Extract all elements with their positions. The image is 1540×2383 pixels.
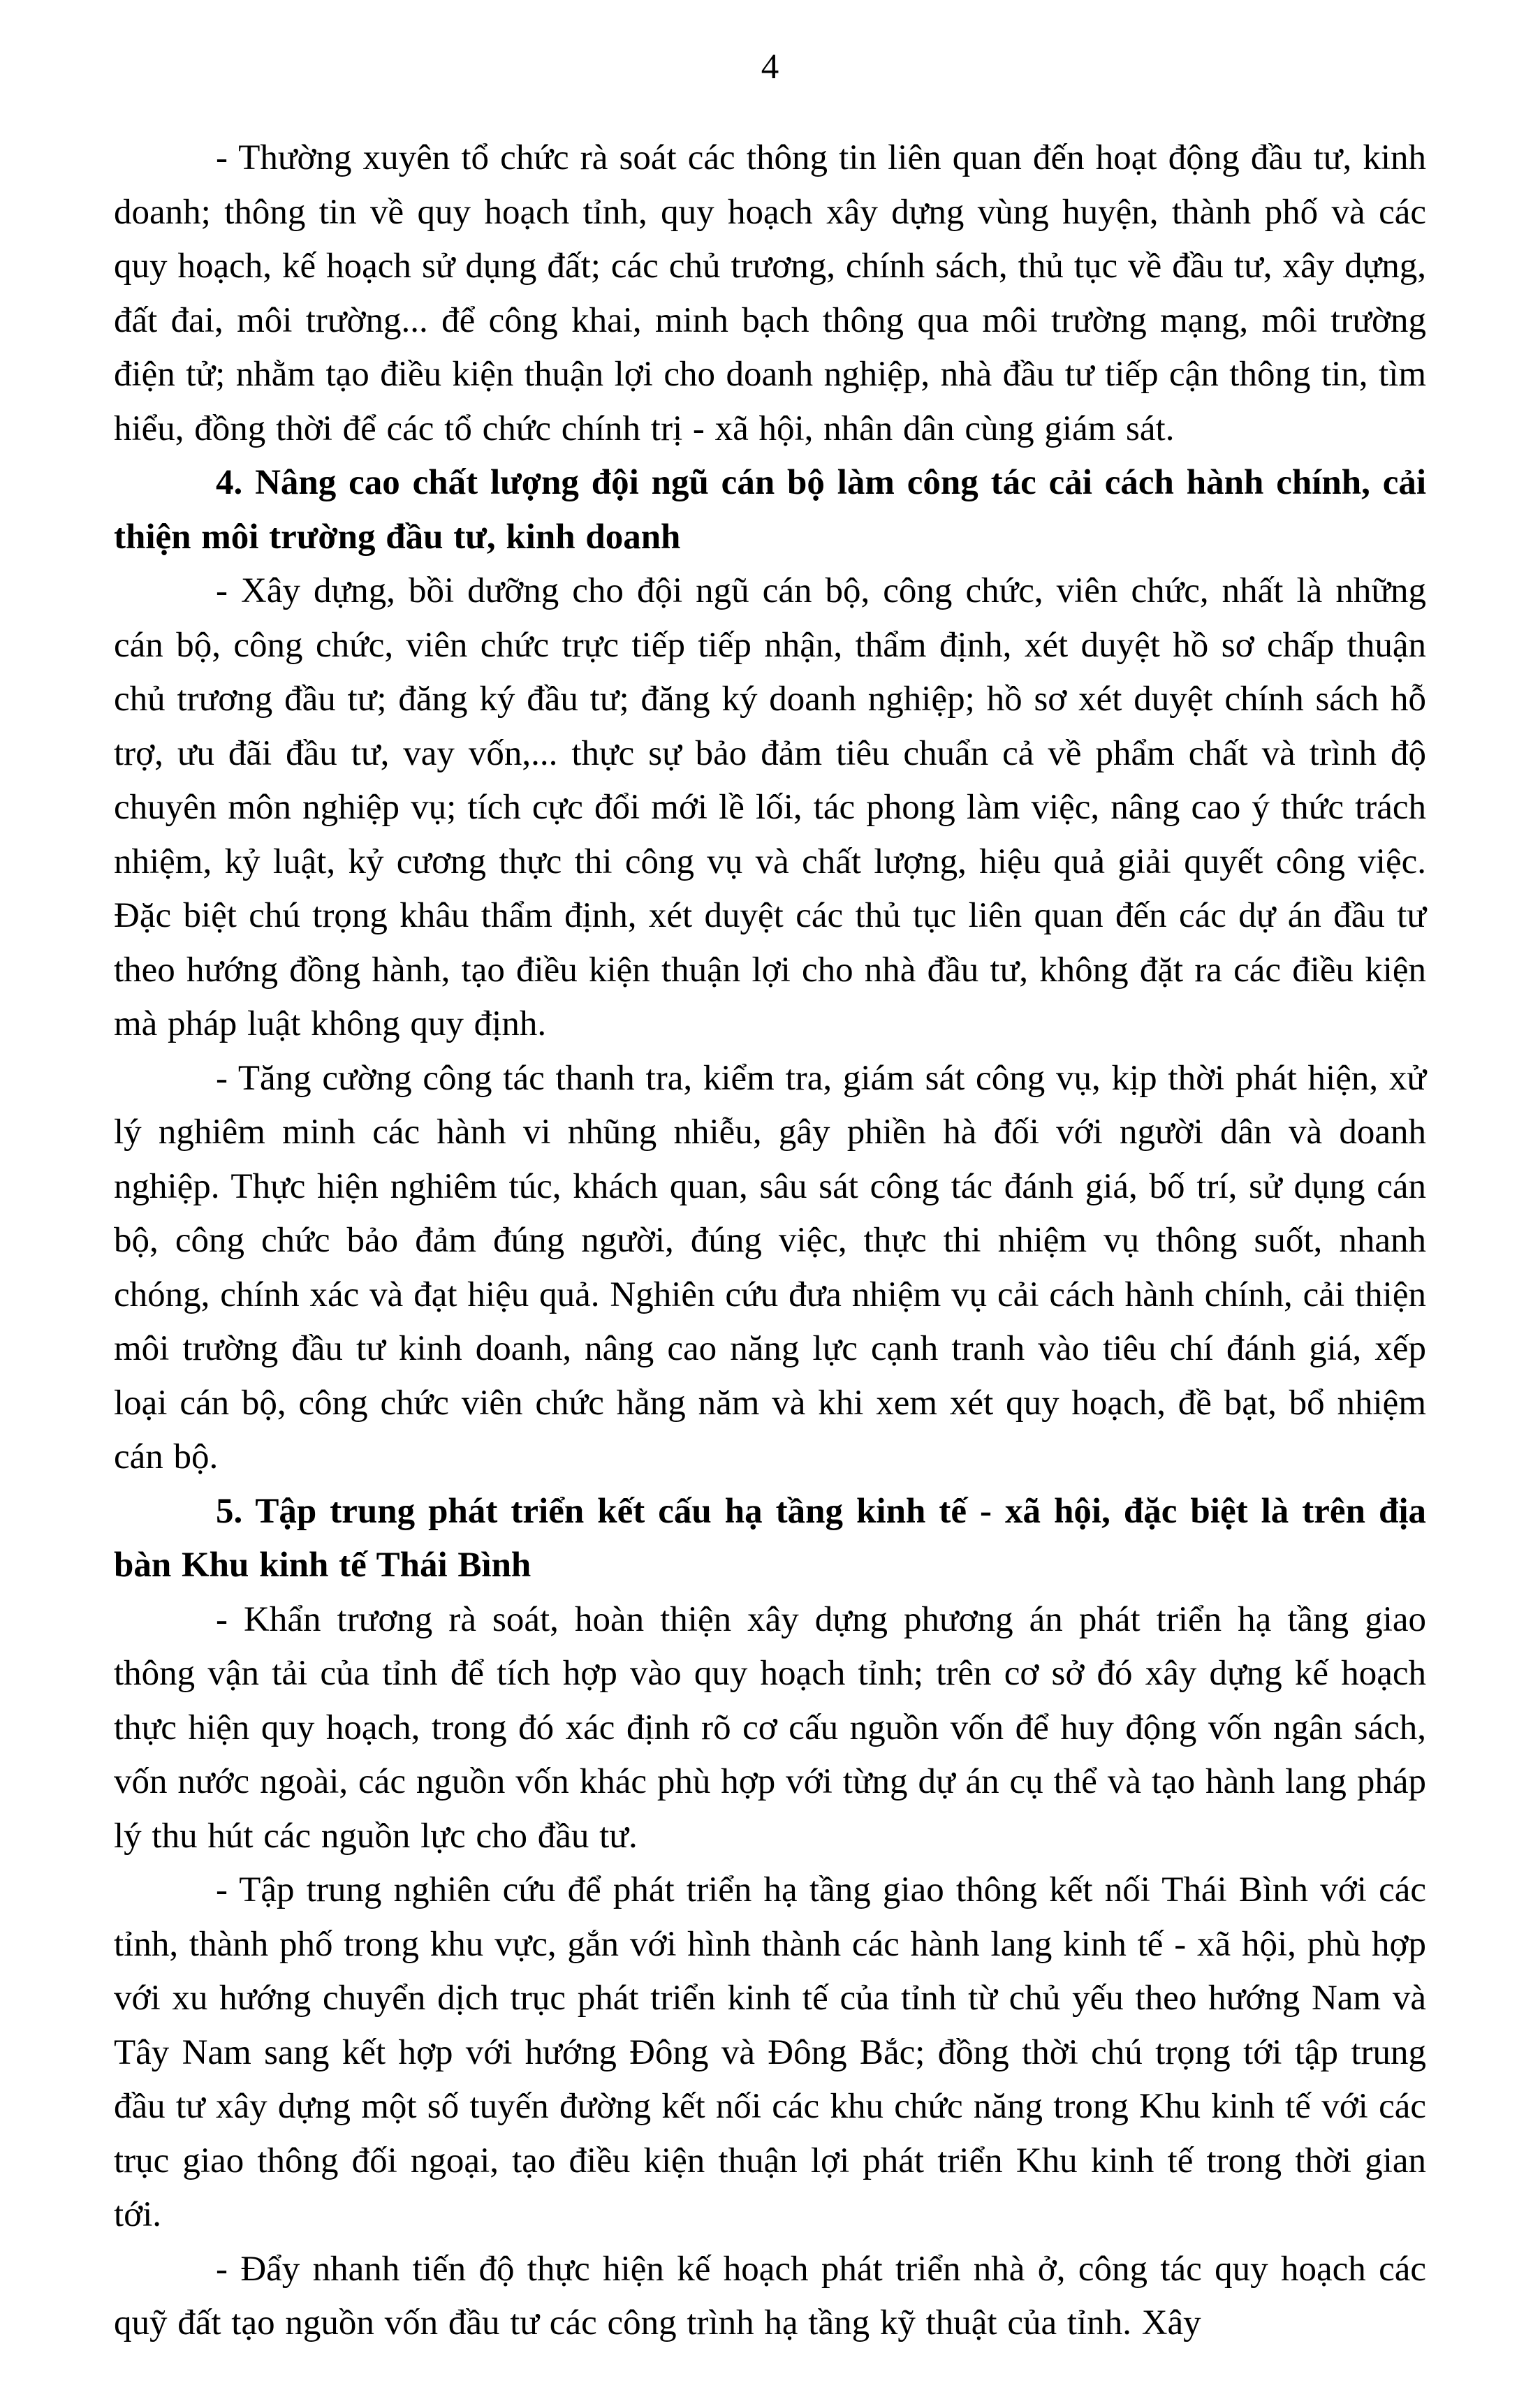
page-number: 4 (761, 47, 779, 87)
section-heading-5: 5. Tập trung phát triển kết cấu hạ tầng kinh tế - xã hội, đặc biệt là trên địa bàn Khu kinh tế Thái Bình (114, 1491, 1426, 1585)
paragraph-regional-connectivity: - Tập trung nghiên cứu để phát triển hạ tầng giao thông kết nối Thái Bình với các tỉnh, thành phố trong khu vực, gắn với hình thành các hành lang kinh tế - xã hội, phù hợp với xu hướng chuyển dịch trục phát triển kinh tế của tỉnh từ chủ yếu theo hướng Nam và Tây Nam sang kết hợp với hướng Đông và Đông Bắc; đồng thời chú trọng tới tập trung đầu tư xây dựng một số tuyến đường kết nối các khu chức năng trong Khu kinh tế với các trục giao thông đối ngoại, tạo điều kiện thuận lợi phát triển Khu kinh tế trong thời gian tới. (114, 1870, 1426, 2234)
paragraph-staff-training: - Xây dựng, bồi dưỡng cho đội ngũ cán bộ, công chức, viên chức, nhất là những cán bộ, công chức, viên chức trực tiếp tiếp nhận, thẩm định, xét duyệt hồ sơ chấp thuận chủ trương đầu tư; đăng ký đầu tư; đăng ký doanh nghiệp; hồ sơ xét duyệt chính sách hỗ trợ, ưu đãi đầu tư, vay vốn,... thực sự bảo đảm tiêu chuẩn cả về phẩm chất và trình độ chuyên môn nghiệp vụ; tích cực đổi mới lề lối, tác phong làm việc, nâng cao ý thức trách nhiệm, kỷ luật, kỷ cương thực thi công vụ và chất lượng, hiệu quả giải quyết công việc. Đặc biệt chú trọng khâu thẩm định, xét duyệt các thủ tục liên quan đến các dự án đầu tư theo hướng đồng hành, tạo điều kiện thuận lợi cho nhà đầu tư, không đặt ra các điều kiện mà pháp luật không quy định. (114, 571, 1426, 1043)
section-heading-4: 4. Nâng cao chất lượng đội ngũ cán bộ làm công tác cải cách hành chính, cải thiện môi trường đầu tư, kinh doanh (114, 463, 1426, 557)
paragraph-transport-planning: - Khẩn trương rà soát, hoàn thiện xây dựng phương án phát triển hạ tầng giao thông vận tải của tỉnh để tích hợp vào quy hoạch tỉnh; trên cơ sở đó xây dựng kế hoạch thực hiện quy hoạch, trong đó xác định rõ cơ cấu nguồn vốn để huy động vốn ngân sách, vốn nước ngoài, các nguồn vốn khác phù hợp với từng dự án cụ thể và tạo hành lang pháp lý thu hút các nguồn lực cho đầu tư. (114, 1599, 1426, 1856)
paragraph-housing-landfund: - Đẩy nhanh tiến độ thực hiện kế hoạch phát triển nhà ở, công tác quy hoạch các quỹ đất tạo nguồn vốn đầu tư các công trình hạ tầng kỹ thuật của tỉnh. Xây (114, 2249, 1426, 2342)
paragraph-transparency-info: - Thường xuyên tổ chức rà soát các thông tin liên quan đến hoạt động đầu tư, kinh doanh; thông tin về quy hoạch tỉnh, quy hoạch xây dựng vùng huyện, thành phố và các quy hoạch, kế hoạch sử dụng đất; các chủ trương, chính sách, thủ tục về đầu tư, xây dựng, đất đai, môi trường... để công khai, minh bạch thông qua môi trường mạng, môi trường điện tử; nhằm tạo điều kiện thuận lợi cho doanh nghiệp, nhà đầu tư tiếp cận thông tin, tìm hiểu, đồng thời để các tổ chức chính trị - xã hội, nhân dân cùng giám sát. (114, 138, 1426, 448)
paragraph-inspection-supervision: - Tăng cường công tác thanh tra, kiểm tra, giám sát công vụ, kịp thời phát hiện, xử lý nghiêm minh các hành vi nhũng nhiễu, gây phiền hà đối với người dân và doanh nghiệp. Thực hiện nghiêm túc, khách quan, sâu sát công tác đánh giá, bố trí, sử dụng cán bộ, công chức bảo đảm đúng người, đúng việc, thực thi nhiệm vụ thông suốt, nhanh chóng, chính xác và đạt hiệu quả. Nghiên cứu đưa nhiệm vụ cải cách hành chính, cải thiện môi trường đầu tư kinh doanh, nâng cao năng lực cạnh tranh vào tiêu chí đánh giá, xếp loại cán bộ, công chức viên chức hằng năm và khi xem xét quy hoạch, đề bạt, bổ nhiệm cán bộ. (114, 1058, 1426, 1476)
